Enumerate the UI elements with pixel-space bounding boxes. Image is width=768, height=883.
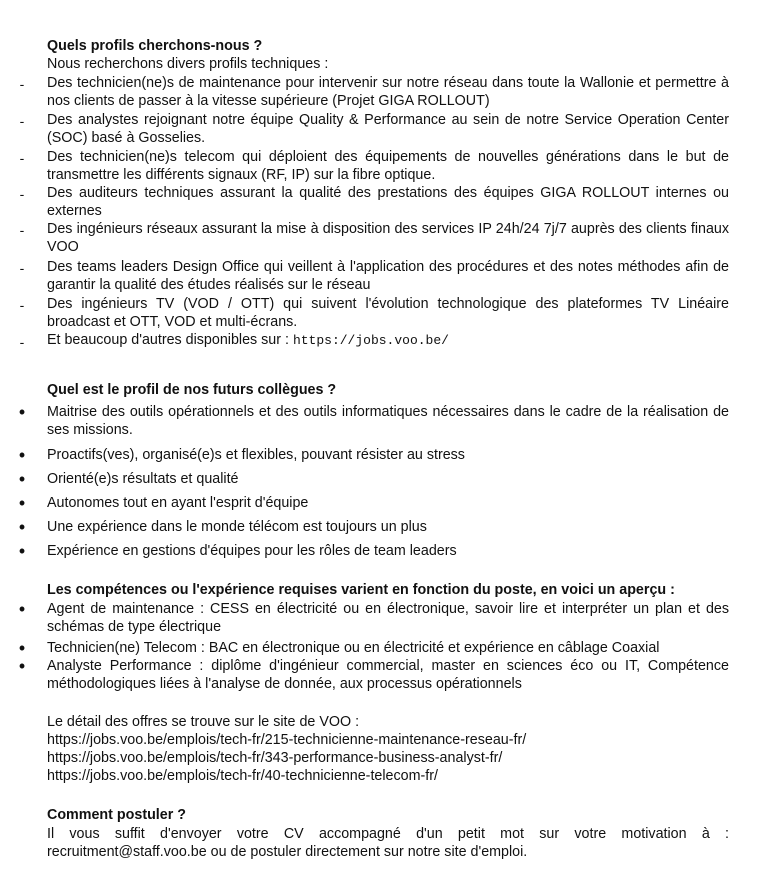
list-dash: - [19,186,25,202]
offer-link[interactable]: https://jobs.voo.be/emplois/tech-fr/40-technicienne-telecom-fr/ [47,768,438,784]
profiles-intro: Nous recherchons divers profils techniques : [47,56,329,72]
skill-item: Agent de maintenance : CESS en électricité ou en électronique, savoir lire et interpréter un plan et des schémas de type électrique [47,601,729,635]
colleague-item: Orienté(e)s résultats et qualité [47,471,239,487]
profile-item: Des technicien(ne)s telecom qui déploient des équipements de nouvelles générations dans le but de transmettre les différents signaux (RF, IP) sur la fibre optique. [47,149,729,183]
colleague-item: Autonomes tout en ayant l'esprit d'équipe [47,495,309,511]
jobs-link[interactable]: https://jobs.voo.be/ [292,333,449,348]
profile-item: Des ingénieurs TV (VOD / OTT) qui suivent l'évolution technologique des plateformes TV Linéaire broadcast et OTT, VOD et multi-écrans. [47,296,729,330]
bullet-icon: • [18,469,26,489]
bullet-icon: • [18,638,26,658]
bullet-icon: • [18,656,26,676]
profile-item: Des auditeurs techniques assurant la qualité des prestations des équipes GIGA ROLLOUT internes ou externes [47,185,729,219]
list-dash: - [19,260,25,276]
colleague-item: Une expérience dans le monde télécom est toujours un plus [47,519,427,535]
profile-item: Des teams leaders Design Office qui veillent à l'application des procédures et des notes méthodes afin de garantir la qualité des études réalisés sur le réseau [47,259,729,293]
bullet-icon: • [18,493,26,513]
skill-item: Analyste Performance : diplôme d'ingénieur commercial, master en sciences éco ou IT, Compétence méthodologiques liées à l'analyse de donnée, aux processus opérationnels [47,658,729,692]
colleague-item: Proactifs(ves), organisé(e)s et flexibles, pouvant résister au stress [47,447,465,463]
offer-link[interactable]: https://jobs.voo.be/emplois/tech-fr/215-technicienne-maintenance-reseau-fr/ [47,732,527,748]
list-dash: - [19,113,25,129]
colleague-item: Expérience en gestions d'équipes pour les rôles de team leaders [47,543,457,559]
list-dash: - [19,334,25,350]
profile-item: Des technicien(ne)s de maintenance pour intervenir sur notre réseau dans toute la Wallonie et permettre à nos clients de passer à la vitesse supérieure (Projet GIGA ROLLOUT) [47,75,729,109]
bullet-icon: • [18,445,26,465]
apply-text: Il vous suffit d'envoyer votre CV accompagné d'un petit mot sur votre motivation à : recruitment@staff.voo.be ou de postuler directement sur notre site d'emploi. [47,826,729,860]
skill-item: Technicien(ne) Telecom : BAC en électronique ou en électricité et expérience en câblage Coaxial [47,640,660,656]
list-dash: - [19,297,25,313]
profile-item: Des ingénieurs réseaux assurant la mise à disposition des services IP 24h/24 7j/7 auprès des clients finaux VOO [47,221,729,255]
section-heading-skills: Les compétences ou l'expérience requises varient en fonction du poste, en voici un aperçu : [47,582,675,598]
list-dash: - [19,222,25,238]
bullet-icon: • [18,599,26,619]
list-dash: - [19,150,25,166]
bullet-icon: • [18,402,26,422]
section-heading-colleagues: Quel est le profil de nos futurs collègues ? [47,382,337,398]
profile-item-last-text: Et beaucoup d'autres disponibles sur : [47,332,293,348]
list-dash: - [19,76,25,92]
profile-item-last [47,332,449,348]
offers-intro: Le détail des offres se trouve sur le site de VOO : [47,714,360,730]
bullet-icon: • [18,517,26,537]
section-heading-profiles: Quels profils cherchons-nous ? [47,38,263,54]
section-heading-apply: Comment postuler ? [47,807,187,823]
profile-item: Des analystes rejoignant notre équipe Quality & Performance au sein de notre Service Operation Center (SOC) basé à Gosselies. [47,112,729,146]
offer-link[interactable]: https://jobs.voo.be/emplois/tech-fr/343-performance-business-analyst-fr/ [47,750,503,766]
bullet-icon: • [18,541,26,561]
colleague-item: Maitrise des outils opérationnels et des outils informatiques nécessaires dans le cadre de la réalisation de ses missions. [47,404,729,438]
